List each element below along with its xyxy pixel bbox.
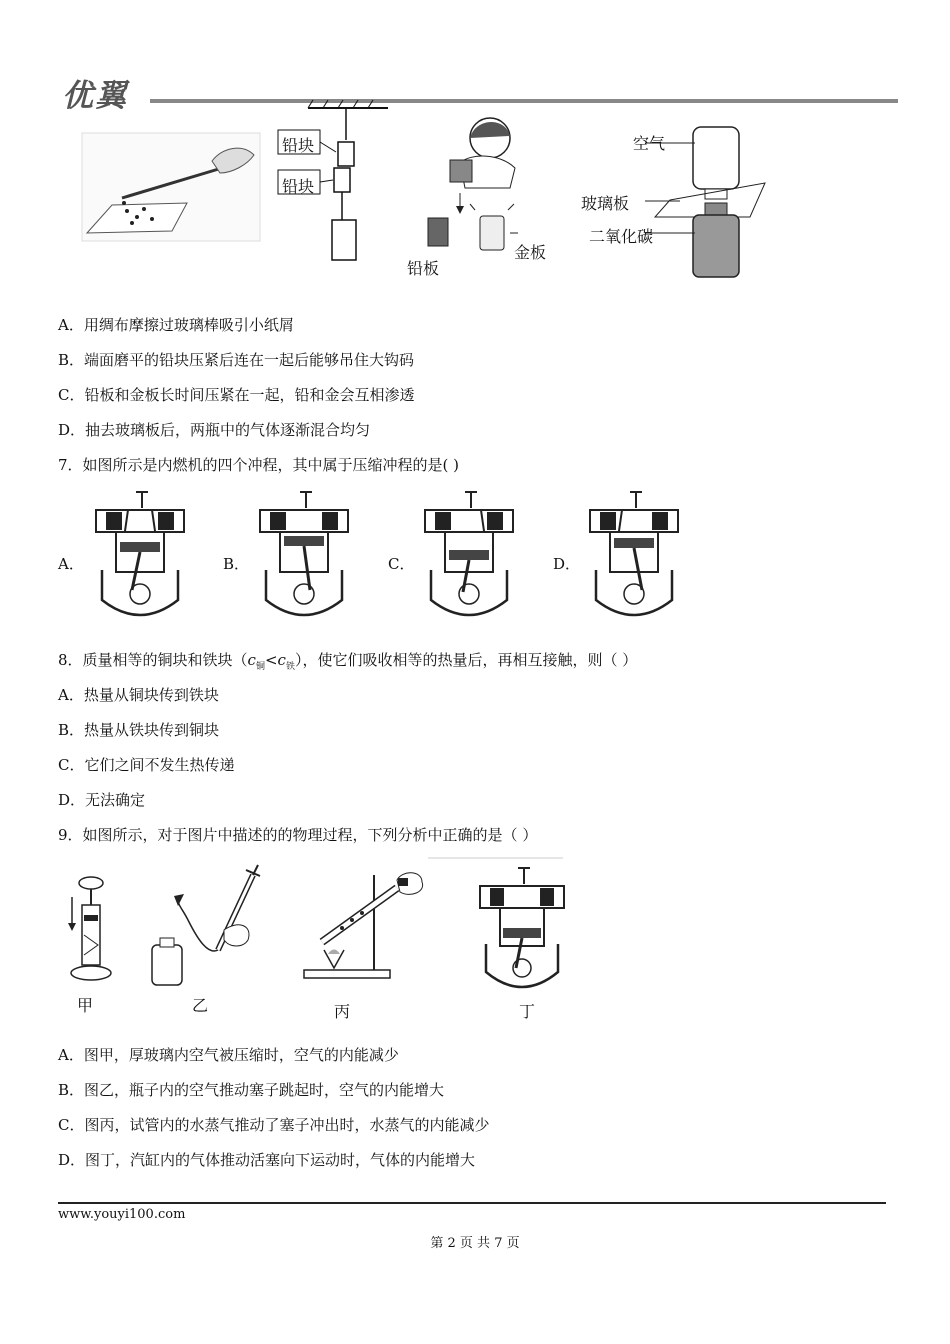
q9-figure-bing-test-tube [302, 870, 427, 982]
q7-engine-a [92, 490, 188, 618]
co2-bottle [693, 215, 739, 277]
q7-engine-b [256, 490, 352, 618]
label-co2: 二氧化碳 [589, 227, 654, 246]
q7-option-b-label: B． [223, 555, 250, 573]
q6-option-c: C．铅板和金板长时间压紧在一起，铅和金会互相渗透 [58, 386, 415, 404]
q7-engine-c [421, 490, 517, 618]
q8-option-d: D．无法确定 [58, 791, 146, 809]
publisher-logo: 优翼 [62, 78, 128, 114]
q8-stem: 8．质量相等的铜块和铁块$(c_铜<c_铁)$，使它们吸收相等的热量后，再相互接触，则（ ） [58, 651, 638, 672]
q9-option-b: B．图乙，瓶子内的空气推动塞子跳起时，空气的内能增大 [58, 1081, 445, 1099]
page-number: 第 2 页 共 7 页 [430, 1236, 520, 1251]
q9-option-d: D．图丁，汽缸内的气体推动活塞向下运动时，气体的内能增大 [58, 1151, 476, 1169]
q6-option-d: D．抽去玻璃板后，两瓶中的气体逐渐混合均匀 [58, 421, 371, 439]
q6-option-b: B．端面磨平的铅块压紧后连在一起后能够吊住大钩码 [58, 351, 415, 369]
piston [284, 536, 324, 546]
footer-rule [58, 1202, 886, 1204]
label-lead-block-1: 铅块 [282, 136, 315, 155]
footer-url: www.youyi100.com [58, 1207, 186, 1222]
q6-option-a: A．用绸布摩擦过玻璃棒吸引小纸屑 [58, 316, 294, 334]
q8-option-b: B．热量从铁块传到铜块 [58, 721, 220, 739]
piston [614, 538, 654, 548]
q6-figure-rubbed-rod [82, 133, 260, 241]
q9-figure-ding-engine [478, 868, 568, 990]
label-bing: 丙 [334, 1002, 351, 1021]
q6-figure-lead-gold-plates [420, 108, 550, 258]
label-yi: 乙 [192, 996, 209, 1015]
q8-option-c: C．它们之间不发生热传递 [58, 756, 235, 774]
q8-option-a: A．热量从铜块传到铁块 [58, 686, 219, 704]
q7-engine-d [586, 490, 682, 618]
gold-plate [480, 216, 504, 250]
air-bottle [693, 127, 739, 189]
q9-figure-yi-bottle-pump [148, 860, 263, 990]
label-lead-block-2: 铅块 [282, 177, 315, 196]
q9-option-c: C．图丙，试管内的水蒸气推动了塞子冲出时，水蒸气的内能减少 [58, 1116, 490, 1134]
q7-option-a-label: A． [58, 555, 84, 573]
piston [120, 542, 160, 552]
lead-block-upper [338, 142, 354, 166]
label-gold-plate: 金板 [514, 243, 547, 262]
piston [449, 550, 489, 560]
hook-weight [332, 220, 356, 260]
q7-option-d-label: D． [553, 555, 581, 573]
label-glass-plate: 玻璃板 [581, 194, 630, 213]
q7-option-c-label: C． [388, 555, 415, 573]
q6-figure-gas-bottles [650, 125, 770, 280]
piston [503, 928, 541, 938]
label-lead-plate: 铅板 [407, 259, 440, 278]
label-jia: 甲 [77, 996, 94, 1015]
lead-plate [428, 218, 448, 246]
lead-block-lower [334, 168, 350, 192]
header-rule [150, 99, 898, 103]
q9-option-a: A．图甲，厚玻璃内空气被压缩时，空气的内能减少 [58, 1046, 399, 1064]
label-ding: 丁 [519, 1002, 536, 1021]
q9-stem: 9．如图所示，对于图片中描述的的物理过程，下列分析中正确的是（ ） [58, 826, 538, 844]
label-air: 空气 [633, 134, 666, 153]
q9-figure-jia-piston-tube [64, 875, 114, 985]
q7-stem: 7．如图所示是内燃机的四个冲程，其中属于压缩冲程的是( ) [58, 456, 460, 474]
